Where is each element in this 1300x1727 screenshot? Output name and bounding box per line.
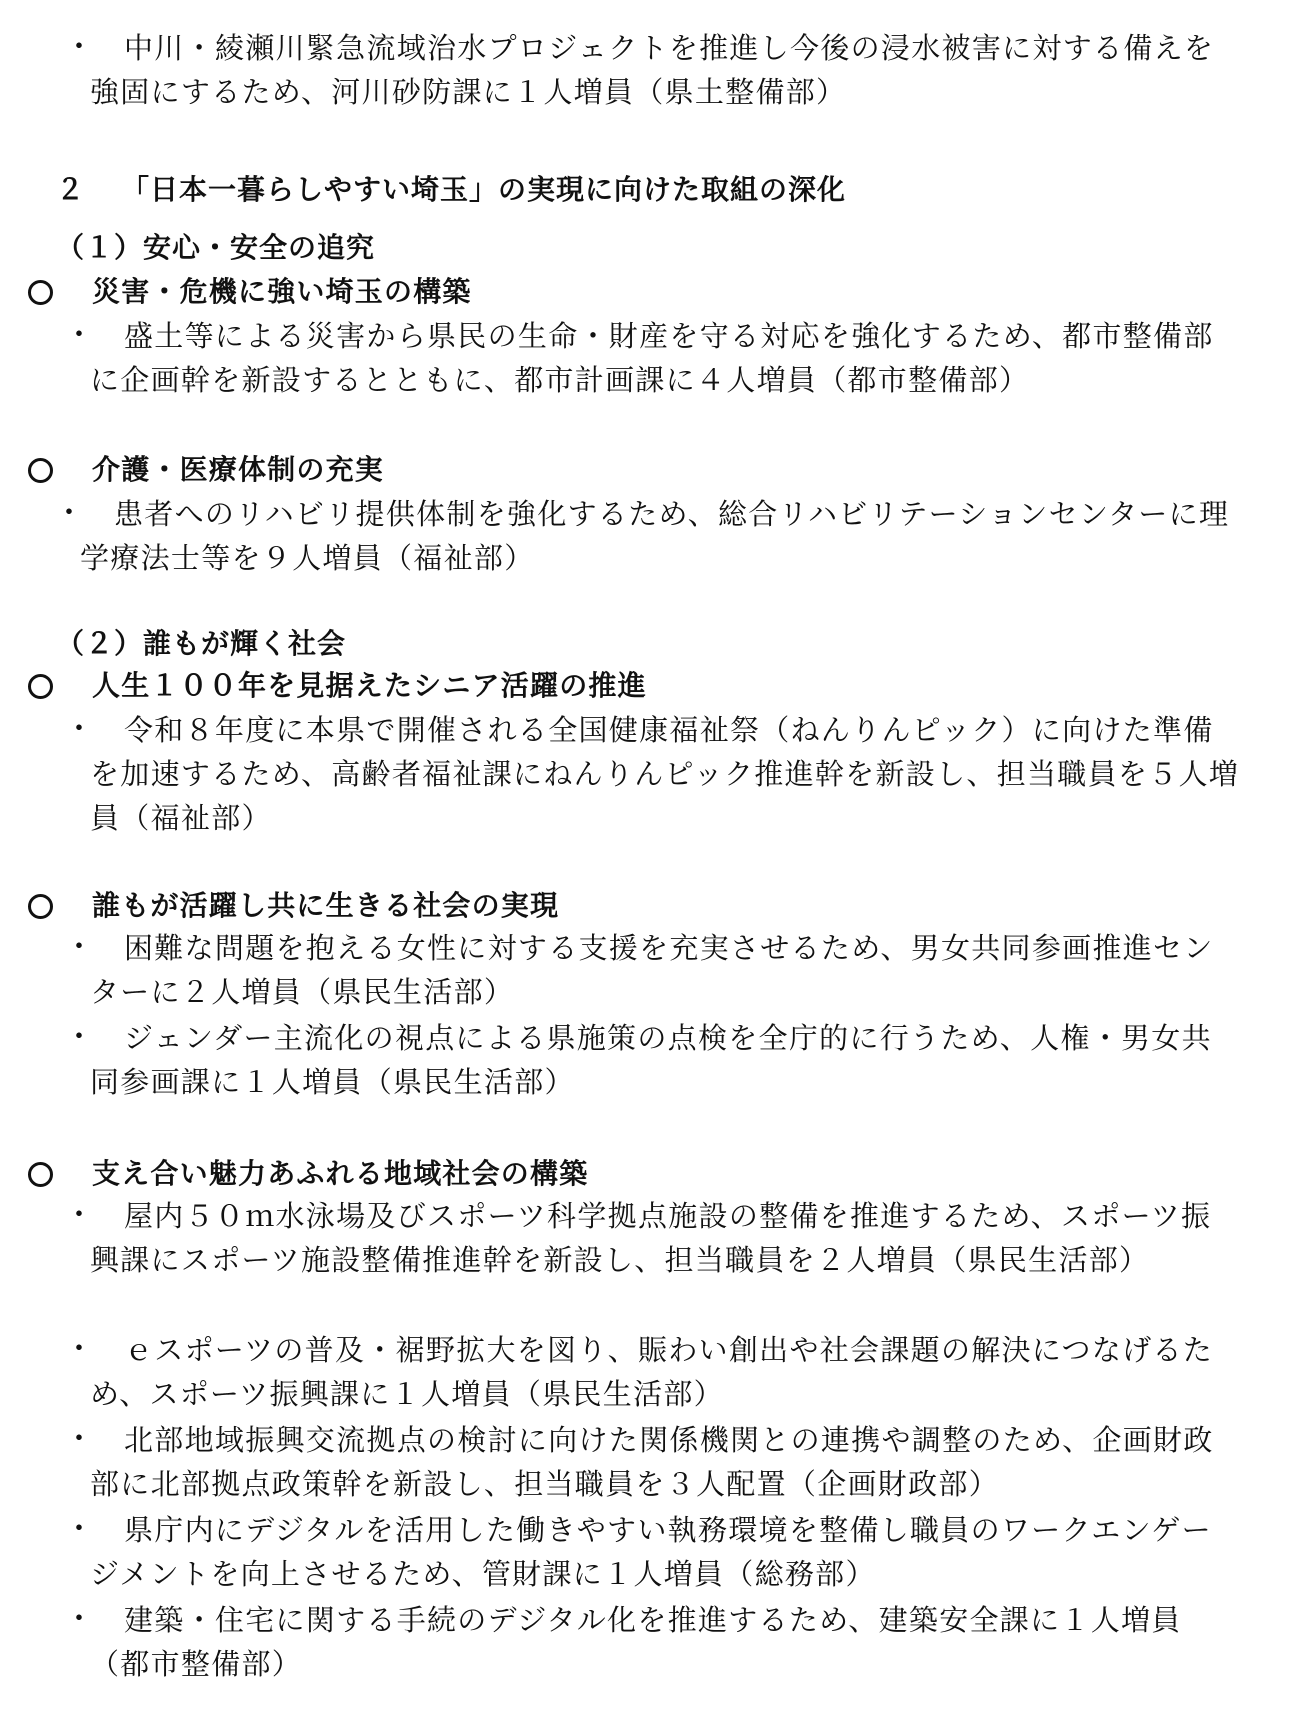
bullet-item: [64, 314, 1240, 402]
bullet-dot: ・: [64, 1198, 94, 1233]
bullet-dot: ・: [64, 930, 94, 965]
topic-title: 人生１００年を見据えたシニア活躍の推進: [92, 669, 647, 702]
bullet-text: 屋内５０ｍ水泳場及びスポーツ科学拠点施設の整備を推進するため、スポーツ振興課にスポーツ施設整備推進幹を新設し、担当職員を２人増員（県民生活部）: [90, 1199, 1212, 1277]
bullet-dot: ・: [64, 1020, 94, 1055]
topic-title: 介護・医療体制の充実: [92, 453, 385, 486]
bullet-dot: ・: [64, 712, 94, 747]
bullet-item: [54, 492, 1230, 580]
bullet-text: ｅスポーツの普及・裾野拡大を図り、賑わい創出や社会課題の解決につなげるため、スポーツ振興課に１人増員（県民生活部）: [90, 1333, 1214, 1411]
section-number: ２: [56, 173, 86, 206]
bullet-dot: ・: [64, 1422, 94, 1457]
section-title: 「日本一暮らしやすい埼玉」の実現に向けた取組の深化: [121, 173, 847, 206]
bullet-item: [64, 1016, 1240, 1104]
bullet-text: 中川・綾瀬川緊急流域治水プロジェクトを推進し今後の浸水被害に対する備えを強固にするため、河川砂防課に１人増員（県土整備部）: [90, 31, 1215, 109]
bullet-text: 令和８年度に本県で開催される全国健康福祉祭（ねんりんピック）に向けた準備を加速するため、高齢者福祉課にねんりんピック推進幹を新設し、担当職員を５人増員（福祉部）: [90, 713, 1240, 835]
bullet-text: 困難な問題を抱える女性に対する支援を充実させるため、男女共同参画推進センターに２人増員（県民生活部）: [90, 931, 1214, 1009]
section-heading: [56, 170, 846, 210]
bullet-text: ジェンダー主流化の視点による県施策の点検を全庁的に行うため、人権・男女共同参画課に１人増員（県民生活部）: [90, 1021, 1212, 1099]
bullet-dot: ・: [54, 496, 84, 531]
bullet-item: [64, 26, 1240, 114]
circle-marker: [28, 1162, 53, 1187]
circle-marker: [28, 458, 53, 483]
bullet-item: [64, 708, 1240, 840]
topic-title: 支え合い魅力あふれる地域社会の構築: [92, 1157, 589, 1190]
subsection-heading: （１）安心・安全の追究: [56, 231, 376, 264]
bullet-item: [64, 1418, 1240, 1506]
bullet-text: 県庁内にデジタルを活用した働きやすい執務環境を整備し職員のワークエンゲージメントを向上させるため、管財課に１人増員（総務部）: [90, 1513, 1212, 1591]
bullet-item: [64, 1598, 1240, 1686]
subsection-heading: （２）誰もが輝く社会: [56, 627, 347, 660]
bullet-item: [64, 1194, 1240, 1282]
bullet-text: 建築・住宅に関する手続のデジタル化を推進するため、建築安全課に１人増員（都市整備部）: [90, 1603, 1182, 1681]
bullet-dot: ・: [64, 30, 94, 65]
bullet-text: 盛土等による災害から県民の生命・財産を守る対応を強化するため、都市整備部に企画幹を新設するとともに、都市計画課に４人増員（都市整備部）: [90, 319, 1214, 397]
bullet-dot: ・: [64, 318, 94, 353]
bullet-text: 北部地域振興交流拠点の検討に向けた関係機関との連携や調整のため、企画財政部に北部拠点政策幹を新設し、担当職員を３人配置（企画財政部）: [90, 1423, 1214, 1501]
bullet-text: 患者へのリハビリ提供体制を強化するため、総合リハビリテーションセンターに理学療法士等を９人増員（福祉部）: [80, 497, 1230, 575]
bullet-dot: ・: [64, 1512, 94, 1547]
bullet-item: [64, 1508, 1240, 1596]
circle-marker: [28, 894, 53, 919]
circle-marker: [28, 674, 53, 699]
bullet-item: [64, 926, 1240, 1014]
bullet-dot: ・: [64, 1602, 94, 1637]
bullet-dot: ・: [64, 1332, 94, 1367]
topic-title: 誰もが活躍し共に生きる社会の実現: [92, 889, 560, 922]
circle-marker: [28, 280, 53, 305]
bullet-item: [64, 1328, 1240, 1416]
topic-title: 災害・危機に強い埼玉の構築: [92, 275, 472, 308]
